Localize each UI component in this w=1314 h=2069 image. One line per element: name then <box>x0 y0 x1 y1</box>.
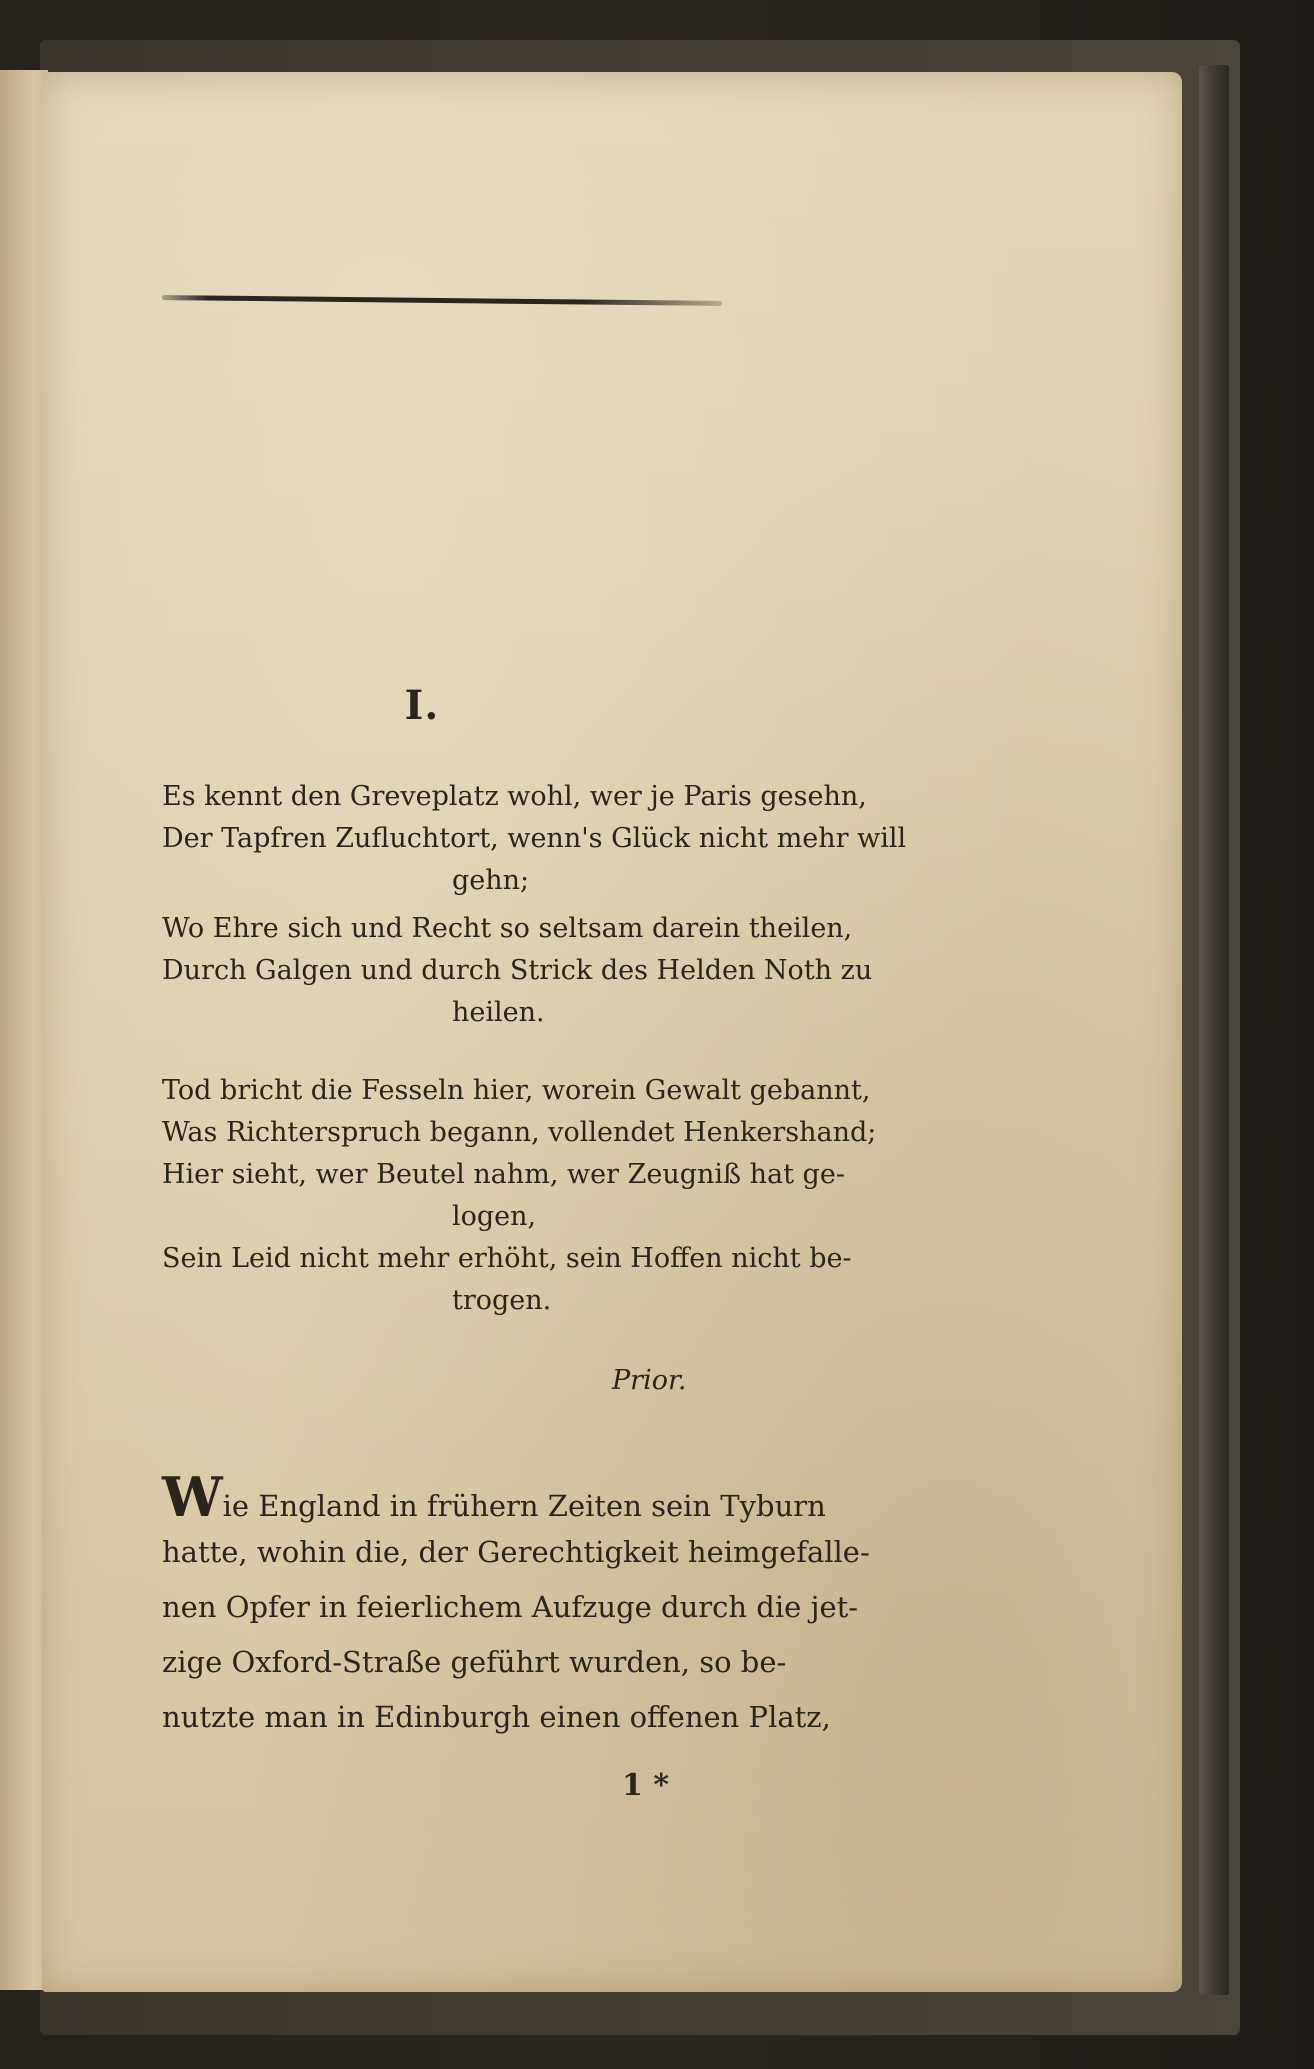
chapter-number: I. <box>404 682 440 729</box>
body-line: nutzte man in Edinburgh einen offenen Platz, <box>162 1700 831 1734</box>
epigraph-attribution: Prior. <box>612 1365 687 1396</box>
body-line: nen Opfer in feierlichem Aufzuge durch die jet- <box>162 1590 859 1624</box>
epigraph-line: Wo Ehre sich und Recht so seltsam darein theilen, <box>162 913 853 944</box>
body-line: zige Oxford-Straße geführt wurden, so be- <box>162 1645 787 1679</box>
epigraph-line: Durch Galgen und durch Strick des Helden Noth zu <box>162 955 873 986</box>
epigraph-line: heilen. <box>452 997 545 1028</box>
epigraph-line: Der Tapfren Zufluchtort, wenn's Glück nicht mehr will <box>162 823 907 854</box>
epigraph-line: gehn; <box>452 865 530 896</box>
signature-mark: 1 * <box>622 1768 670 1803</box>
facing-page-edge <box>0 70 48 1990</box>
epigraph-line: Es kennt den Greveplatz wohl, wer je Paris gesehn, <box>162 781 867 812</box>
epigraph-line: logen, <box>452 1201 537 1232</box>
epigraph-line: Hier sieht, wer Beutel nahm, wer Zeugniß hat ge- <box>162 1159 845 1190</box>
body-first-line <box>162 1465 826 1529</box>
body-line: hatte, wohin die, der Gerechtigkeit heimgefalle- <box>162 1535 870 1569</box>
header-rule <box>162 295 722 306</box>
epigraph-line: Tod bricht die Fesseln hier, worein Gewalt gebannt, <box>162 1075 871 1106</box>
book-spine-edge <box>1199 65 1229 1995</box>
book-page <box>42 72 1182 1992</box>
epigraph-line: Was Richterspruch begann, vollendet Henkershand; <box>162 1117 877 1148</box>
epigraph-line: Sein Leid nicht mehr erhöht, sein Hoffen nicht be- <box>162 1243 852 1274</box>
epigraph-line: trogen. <box>452 1285 552 1316</box>
drop-cap: W <box>162 1465 223 1529</box>
body-first-line-text: ie England in frühern Zeiten sein Tyburn <box>222 1489 826 1523</box>
